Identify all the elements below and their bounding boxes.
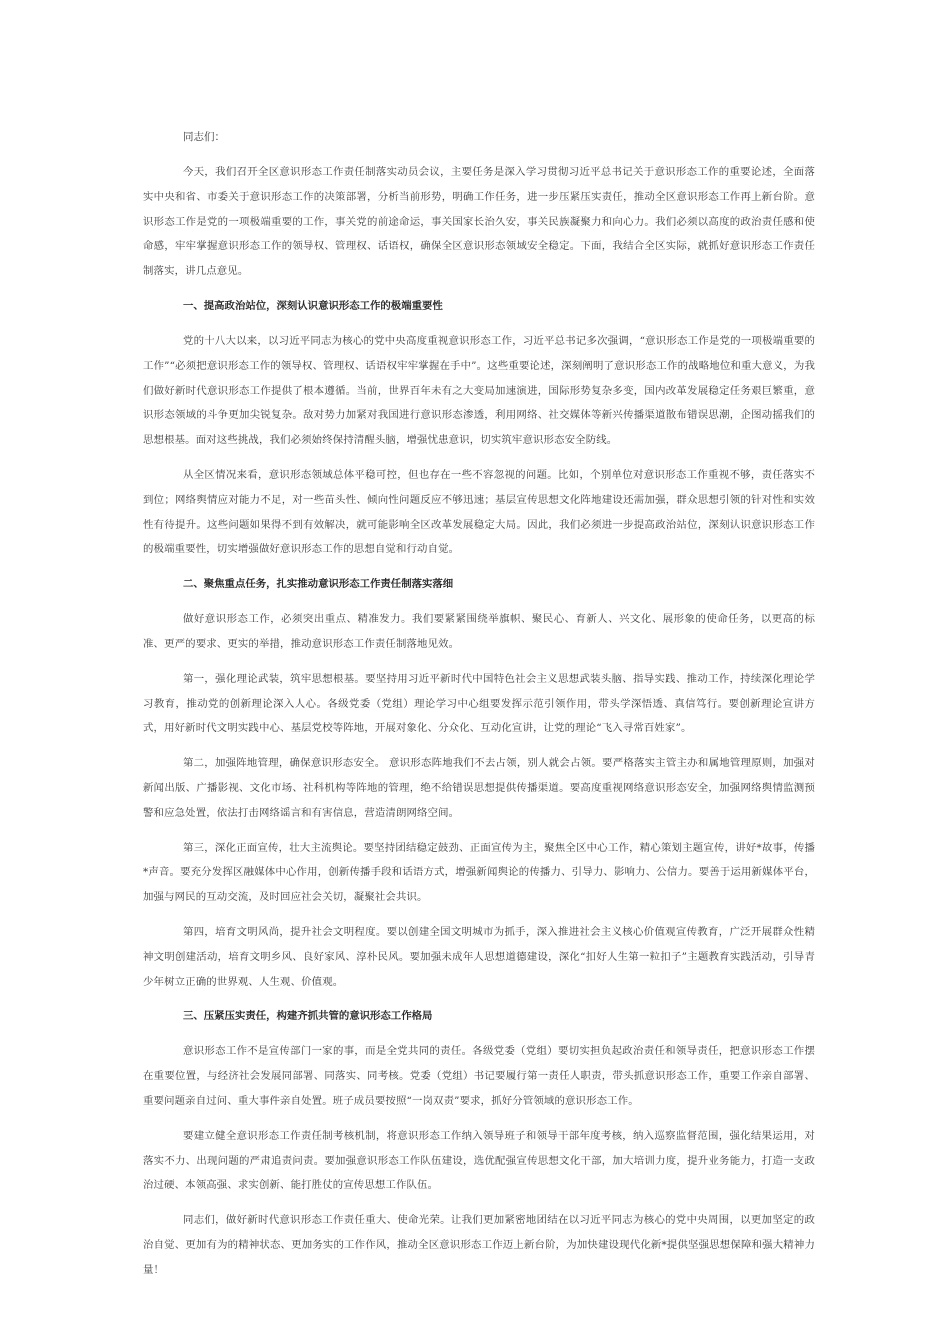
section-3-heading: 三、压紧压实责任，构建齐抓共管的意识形态工作格局	[183, 1010, 433, 1023]
section-2-heading: 二、聚焦重点任务，扎实推动意识形态工作责任制落实落细	[183, 578, 454, 591]
document-page	[143, 125, 815, 1292]
section-2-paragraph-2: 第一，强化理论武装，筑牢思想根基。要坚持用习近平新时代中国特色社会主义思想武装头脑、指导实践、推动工作，持续深化理论学习教育，推动党的创新理论深入人心。各级党委（党组）理论学习中心组要发挥示范引领作用，带头学深悟透、真信笃行。要创新理论宣讲方式，用好新时代文明实践中心、基层党校等阵地，开展对象化、分众化、互动化宣讲，让党的理论“飞入寻常百姓家”。	[143, 672, 815, 735]
section-3-paragraph-2: 要建立健全意识形态工作责任制考核机制，将意识形态工作纳入领导班子和领导干部年度考核，纳入巡察监督范围，强化结果运用，对落实不力、出现问题的严肃追责问责。要加强意识形态工作队伍建设，选优配强宣传思想文化干部，加大培训力度，提升业务能力，打造一支政治过硬、本领高强、求实创新、能打胜仗的宣传思想工作队伍。	[143, 1129, 815, 1192]
section-1-paragraph-1: 党的十八大以来，以习近平同志为核心的党中央高度重视意识形态工作，习近平总书记多次强调，“意识形态工作是党的一项极端重要的工作”“必须把意识形态工作的领导权、管理权、话语权牢牢掌握在手中”。这些重要论述，深刻阐明了意识形态工作的战略地位和重大意义，为我们做好新时代意识形态工作提供了根本遵循。当前，世界百年未有之大变局加速演进，国际形势复杂多变，国内改革发展稳定任务艰巨繁重，意识形态领域的斗争更加尖锐复杂。敌对势力加紧对我国进行意识形态渗透，利用网络、社交媒体等新兴传播渠道散布错误思潮，企图动摇我们的思想根基。面对这些挑战，我们必须始终保持清醒头脑，增强忧患意识，切实筑牢意识形态安全防线。	[143, 334, 815, 447]
intro-paragraph: 今天，我们召开全区意识形态工作责任制落实动员会议，主要任务是深入学习贯彻习近平总书记关于意识形态工作的重要论述，全面落实中央和省、市委关于意识形态工作的决策部署，分析当前形势，明确工作任务，进一步压紧压实责任，推动全区意识形态工作再上新台阶。意识形态工作是党的一项极端重要的工作，事关党的前途命运，事关国家长治久安，事关民族凝聚力和向心力。我们必须以高度的政治责任感和使命感，牢牢掌握意识形态工作的领导权、管理权、话语权，确保全区意识形态领域安全稳定。下面，我结合全区实际，就抓好意识形态工作责任制落实，讲几点意见。	[143, 166, 815, 278]
section-3-paragraph-1: 意识形态工作不是宣传部门一家的事，而是全党共同的责任。各级党委（党组）要切实担负起政治责任和领导责任，把意识形态工作摆在重要位置，与经济社会发展同部署、同落实、同考核。党委（党组）书记要履行第一责任人职责，带头抓意识形态工作，重要工作亲自部署、重要问题亲自过问、重大事件亲自处置。班子成员要按照“一岗双责”要求，抓好分管领域的意识形态工作。	[143, 1045, 815, 1107]
section-2-paragraph-3: 第二，加强阵地管理，确保意识形态安全。 意识形态阵地我们不去占领，别人就会占领。要严格落实主管主办和属地管理原则，加强对新闻出版、广播影视、文化市场、社科机构等阵地的管理，绝不给错误思想提供传播渠道。要高度重视网络意识形态安全，加强网络舆情监测预警和应急处置，依法打击网络谣言和有害信息，营造清朗网络空间。	[143, 757, 815, 819]
section-2-paragraph-1: 做好意识形态工作，必须突出重点、精准发力。我们要紧紧围绕举旗帜、聚民心、育新人、兴文化、展形象的使命任务，以更高的标准、更严的要求、更实的举措，推动意识形态工作责任制落地见效。	[143, 613, 815, 650]
section-2-paragraph-5: 第四，培育文明风尚，提升社会文明程度。要以创建全国文明城市为抓手，深入推进社会主义核心价值观宣传教育，广泛开展群众性精神文明创建活动，培育文明乡风、良好家风、淳朴民风。要加强未成年人思想道德建设，深化“扣好人生第一粒扣子”主题教育实践活动，引导青少年树立正确的世界观、人生观、价值观。	[143, 925, 815, 988]
section-1-heading: 一、提高政治站位，深刻认识意识形态工作的极端重要性	[183, 299, 443, 312]
section-1-paragraph-2: 从全区情况来看，意识形态领域总体平稳可控，但也存在一些不容忽视的问题。比如，个别单位对意识形态工作重视不够，责任落实不到位；网络舆情应对能力不足，对一些苗头性、倾向性问题反应不够迅速；基层宣传思想文化阵地建设还需加强，群众思想引领的针对性和实效性有待提升。这些问题如果得不到有效解决，就可能影响全区改革发展稳定大局。因此，我们必须进一步提高政治站位，深刻认识意识形态工作的极端重要性，切实增强做好意识形态工作的思想自觉和行动自觉。	[143, 468, 815, 556]
salutation: 同志们：	[183, 131, 225, 143]
section-2-paragraph-4: 第三，深化正面宣传，壮大主流舆论。要坚持团结稳定鼓劲、正面宣传为主，聚焦全区中心工作，精心策划主题宣传，讲好*故事，传播*声音。要充分发挥区融媒体中心作用，创新传播手段和话语方式，增强新闻舆论的传播力、引导力、影响力、公信力。要善于运用新媒体平台，加强与网民的互动交流，及时回应社会关切，凝聚社会共识。	[143, 841, 815, 904]
closing-paragraph: 同志们，做好新时代意识形态工作责任重大、使命光荣。让我们更加紧密地团结在以习近平同志为核心的党中央周围，以更加坚定的政治自觉、更加有为的精神状态、更加务实的工作作风，推动全区意识形态工作迈上新台阶，为加快建设现代化新*提供坚强思想保障和强大精神力量！	[143, 1214, 815, 1276]
